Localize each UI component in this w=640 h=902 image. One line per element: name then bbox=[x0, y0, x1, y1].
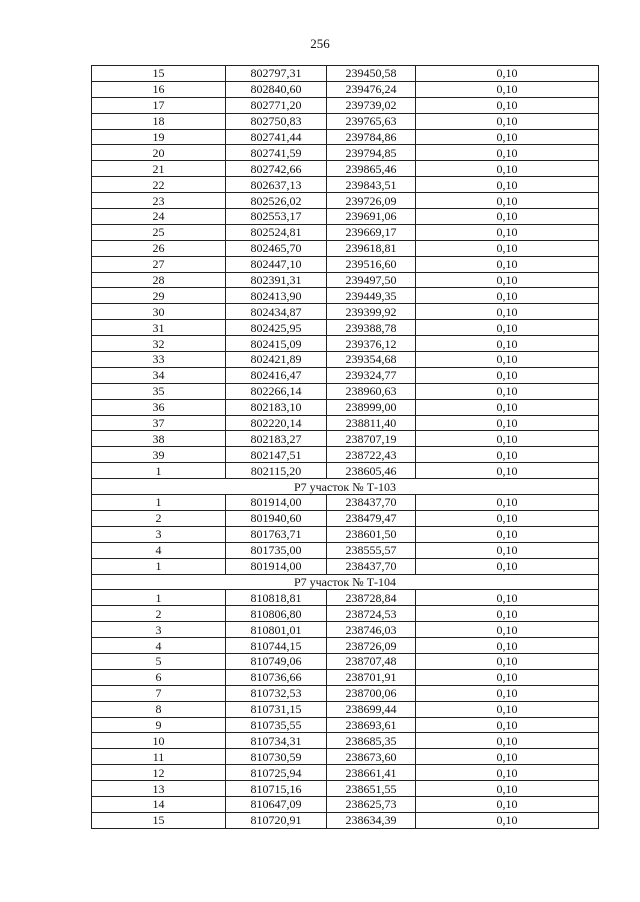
value-cell: 0,10 bbox=[416, 812, 599, 828]
value-cell: 0,10 bbox=[416, 177, 599, 193]
y-coordinate-cell: 238724,53 bbox=[327, 606, 416, 622]
y-coordinate-cell: 238960,63 bbox=[327, 383, 416, 399]
y-coordinate-cell: 238746,03 bbox=[327, 622, 416, 638]
y-coordinate-cell: 238479,47 bbox=[327, 510, 416, 526]
table-row bbox=[92, 781, 599, 797]
value-cell: 0,10 bbox=[416, 653, 599, 669]
x-coordinate-cell: 802147,51 bbox=[226, 447, 327, 463]
table-row bbox=[92, 97, 599, 113]
table-row bbox=[92, 81, 599, 97]
value-cell: 0,10 bbox=[416, 606, 599, 622]
y-coordinate-cell: 239324,77 bbox=[327, 367, 416, 383]
y-coordinate-cell: 238728,84 bbox=[327, 590, 416, 606]
value-cell: 0,10 bbox=[416, 240, 599, 256]
x-coordinate-cell: 810801,01 bbox=[226, 622, 327, 638]
value-cell: 0,10 bbox=[416, 542, 599, 558]
value-cell: 0,10 bbox=[416, 781, 599, 797]
value-cell: 0,10 bbox=[416, 765, 599, 781]
table-row bbox=[92, 749, 599, 765]
point-number-cell: 8 bbox=[92, 701, 226, 717]
y-coordinate-cell: 238625,73 bbox=[327, 796, 416, 812]
x-coordinate-cell: 802421,89 bbox=[226, 352, 327, 368]
y-coordinate-cell: 239726,09 bbox=[327, 193, 416, 209]
x-coordinate-cell: 810806,80 bbox=[226, 606, 327, 622]
point-number-cell: 10 bbox=[92, 733, 226, 749]
value-cell: 0,10 bbox=[416, 685, 599, 701]
point-number-cell: 28 bbox=[92, 272, 226, 288]
point-number-cell: 37 bbox=[92, 415, 226, 431]
table-row bbox=[92, 685, 599, 701]
y-coordinate-cell: 238722,43 bbox=[327, 447, 416, 463]
y-coordinate-cell: 238605,46 bbox=[327, 463, 416, 479]
x-coordinate-cell: 802183,10 bbox=[226, 399, 327, 415]
point-number-cell: 1 bbox=[92, 558, 226, 574]
x-coordinate-cell: 802524,81 bbox=[226, 224, 327, 240]
x-coordinate-cell: 810730,59 bbox=[226, 749, 327, 765]
x-coordinate-cell: 802434,87 bbox=[226, 304, 327, 320]
y-coordinate-cell: 238726,09 bbox=[327, 638, 416, 654]
table-row bbox=[92, 463, 599, 479]
point-number-cell: 25 bbox=[92, 224, 226, 240]
point-number-cell: 9 bbox=[92, 717, 226, 733]
table-row bbox=[92, 288, 599, 304]
value-cell: 0,10 bbox=[416, 749, 599, 765]
point-number-cell: 35 bbox=[92, 383, 226, 399]
y-coordinate-cell: 239516,60 bbox=[327, 256, 416, 272]
table-row bbox=[92, 336, 599, 352]
point-number-cell: 15 bbox=[92, 66, 226, 82]
table-row bbox=[92, 431, 599, 447]
y-coordinate-cell: 239865,46 bbox=[327, 161, 416, 177]
x-coordinate-cell: 810734,31 bbox=[226, 733, 327, 749]
y-coordinate-cell: 239450,58 bbox=[327, 66, 416, 82]
table-row bbox=[92, 383, 599, 399]
point-number-cell: 19 bbox=[92, 129, 226, 145]
x-coordinate-cell: 810731,15 bbox=[226, 701, 327, 717]
table-row bbox=[92, 193, 599, 209]
table-row bbox=[92, 320, 599, 336]
value-cell: 0,10 bbox=[416, 352, 599, 368]
coordinates-table bbox=[91, 65, 599, 829]
value-cell: 0,10 bbox=[416, 81, 599, 97]
point-number-cell: 16 bbox=[92, 81, 226, 97]
section-title-row bbox=[92, 479, 599, 495]
y-coordinate-cell: 239376,12 bbox=[327, 336, 416, 352]
x-coordinate-cell: 802771,20 bbox=[226, 97, 327, 113]
table-row bbox=[92, 606, 599, 622]
table-row bbox=[92, 145, 599, 161]
y-coordinate-cell: 239476,24 bbox=[327, 81, 416, 97]
section-title: Р7 участок № Т-104 bbox=[92, 574, 599, 590]
y-coordinate-cell: 239843,51 bbox=[327, 177, 416, 193]
table-row bbox=[92, 161, 599, 177]
value-cell: 0,10 bbox=[416, 796, 599, 812]
y-coordinate-cell: 239354,68 bbox=[327, 352, 416, 368]
point-number-cell: 2 bbox=[92, 510, 226, 526]
y-coordinate-cell: 238437,70 bbox=[327, 558, 416, 574]
value-cell: 0,10 bbox=[416, 733, 599, 749]
y-coordinate-cell: 239739,02 bbox=[327, 97, 416, 113]
point-number-cell: 3 bbox=[92, 622, 226, 638]
point-number-cell: 31 bbox=[92, 320, 226, 336]
x-coordinate-cell: 802391,31 bbox=[226, 272, 327, 288]
y-coordinate-cell: 239388,78 bbox=[327, 320, 416, 336]
value-cell: 0,10 bbox=[416, 399, 599, 415]
value-cell: 0,10 bbox=[416, 66, 599, 82]
y-coordinate-cell: 238661,41 bbox=[327, 765, 416, 781]
y-coordinate-cell: 239618,81 bbox=[327, 240, 416, 256]
value-cell: 0,10 bbox=[416, 526, 599, 542]
table-row bbox=[92, 209, 599, 225]
value-cell: 0,10 bbox=[416, 224, 599, 240]
value-cell: 0,10 bbox=[416, 431, 599, 447]
point-number-cell: 27 bbox=[92, 256, 226, 272]
table-row bbox=[92, 812, 599, 828]
point-number-cell: 20 bbox=[92, 145, 226, 161]
y-coordinate-cell: 239399,92 bbox=[327, 304, 416, 320]
y-coordinate-cell: 238701,91 bbox=[327, 669, 416, 685]
x-coordinate-cell: 802840,60 bbox=[226, 81, 327, 97]
point-number-cell: 26 bbox=[92, 240, 226, 256]
y-coordinate-cell: 238651,55 bbox=[327, 781, 416, 797]
table-row bbox=[92, 352, 599, 368]
y-coordinate-cell: 239669,17 bbox=[327, 224, 416, 240]
x-coordinate-cell: 802553,17 bbox=[226, 209, 327, 225]
x-coordinate-cell: 802637,13 bbox=[226, 177, 327, 193]
x-coordinate-cell: 801914,00 bbox=[226, 495, 327, 511]
x-coordinate-cell: 810744,15 bbox=[226, 638, 327, 654]
point-number-cell: 23 bbox=[92, 193, 226, 209]
point-number-cell: 1 bbox=[92, 495, 226, 511]
value-cell: 0,10 bbox=[416, 367, 599, 383]
y-coordinate-cell: 238693,61 bbox=[327, 717, 416, 733]
point-number-cell: 17 bbox=[92, 97, 226, 113]
value-cell: 0,10 bbox=[416, 256, 599, 272]
point-number-cell: 15 bbox=[92, 812, 226, 828]
table-row bbox=[92, 558, 599, 574]
value-cell: 0,10 bbox=[416, 622, 599, 638]
x-coordinate-cell: 810732,53 bbox=[226, 685, 327, 701]
table-row bbox=[92, 733, 599, 749]
x-coordinate-cell: 802413,90 bbox=[226, 288, 327, 304]
table-row bbox=[92, 240, 599, 256]
x-coordinate-cell: 810735,55 bbox=[226, 717, 327, 733]
page-number: 256 bbox=[310, 36, 330, 51]
table-row bbox=[92, 304, 599, 320]
x-coordinate-cell: 802526,02 bbox=[226, 193, 327, 209]
value-cell: 0,10 bbox=[416, 447, 599, 463]
table-row bbox=[92, 542, 599, 558]
table-row bbox=[92, 113, 599, 129]
x-coordinate-cell: 802750,83 bbox=[226, 113, 327, 129]
point-number-cell: 2 bbox=[92, 606, 226, 622]
table-row bbox=[92, 367, 599, 383]
point-number-cell: 32 bbox=[92, 336, 226, 352]
point-number-cell: 24 bbox=[92, 209, 226, 225]
y-coordinate-cell: 238685,35 bbox=[327, 733, 416, 749]
section-title-row bbox=[92, 574, 599, 590]
x-coordinate-cell: 802266,14 bbox=[226, 383, 327, 399]
x-coordinate-cell: 802741,44 bbox=[226, 129, 327, 145]
x-coordinate-cell: 810749,06 bbox=[226, 653, 327, 669]
y-coordinate-cell: 238999,00 bbox=[327, 399, 416, 415]
y-coordinate-cell: 239794,85 bbox=[327, 145, 416, 161]
y-coordinate-cell: 238673,60 bbox=[327, 749, 416, 765]
point-number-cell: 30 bbox=[92, 304, 226, 320]
value-cell: 0,10 bbox=[416, 320, 599, 336]
value-cell: 0,10 bbox=[416, 590, 599, 606]
point-number-cell: 14 bbox=[92, 796, 226, 812]
x-coordinate-cell: 802416,47 bbox=[226, 367, 327, 383]
point-number-cell: 18 bbox=[92, 113, 226, 129]
table-row bbox=[92, 177, 599, 193]
y-coordinate-cell: 238437,70 bbox=[327, 495, 416, 511]
value-cell: 0,10 bbox=[416, 145, 599, 161]
point-number-cell: 38 bbox=[92, 431, 226, 447]
x-coordinate-cell: 801940,60 bbox=[226, 510, 327, 526]
point-number-cell: 1 bbox=[92, 463, 226, 479]
table-row bbox=[92, 638, 599, 654]
table-row bbox=[92, 653, 599, 669]
y-coordinate-cell: 239449,35 bbox=[327, 288, 416, 304]
value-cell: 0,10 bbox=[416, 638, 599, 654]
point-number-cell: 21 bbox=[92, 161, 226, 177]
point-number-cell: 6 bbox=[92, 669, 226, 685]
table-row bbox=[92, 224, 599, 240]
table-row bbox=[92, 129, 599, 145]
y-coordinate-cell: 238707,19 bbox=[327, 431, 416, 447]
value-cell: 0,10 bbox=[416, 97, 599, 113]
x-coordinate-cell: 802183,27 bbox=[226, 431, 327, 447]
y-coordinate-cell: 239691,06 bbox=[327, 209, 416, 225]
value-cell: 0,10 bbox=[416, 383, 599, 399]
y-coordinate-cell: 238811,40 bbox=[327, 415, 416, 431]
table-row bbox=[92, 526, 599, 542]
point-number-cell: 36 bbox=[92, 399, 226, 415]
y-coordinate-cell: 238634,39 bbox=[327, 812, 416, 828]
table-row bbox=[92, 256, 599, 272]
point-number-cell: 11 bbox=[92, 749, 226, 765]
table-row bbox=[92, 669, 599, 685]
table-row bbox=[92, 622, 599, 638]
point-number-cell: 4 bbox=[92, 638, 226, 654]
x-coordinate-cell: 802742,66 bbox=[226, 161, 327, 177]
table-row bbox=[92, 399, 599, 415]
table-row bbox=[92, 796, 599, 812]
point-number-cell: 4 bbox=[92, 542, 226, 558]
x-coordinate-cell: 801763,71 bbox=[226, 526, 327, 542]
value-cell: 0,10 bbox=[416, 193, 599, 209]
x-coordinate-cell: 802465,70 bbox=[226, 240, 327, 256]
table-row bbox=[92, 495, 599, 511]
value-cell: 0,10 bbox=[416, 495, 599, 511]
coordinates-table-body bbox=[92, 66, 599, 829]
value-cell: 0,10 bbox=[416, 701, 599, 717]
table-row bbox=[92, 415, 599, 431]
x-coordinate-cell: 802115,20 bbox=[226, 463, 327, 479]
x-coordinate-cell: 801735,00 bbox=[226, 542, 327, 558]
value-cell: 0,10 bbox=[416, 669, 599, 685]
point-number-cell: 22 bbox=[92, 177, 226, 193]
table-row bbox=[92, 590, 599, 606]
point-number-cell: 39 bbox=[92, 447, 226, 463]
table-row bbox=[92, 66, 599, 82]
y-coordinate-cell: 238700,06 bbox=[327, 685, 416, 701]
y-coordinate-cell: 238555,57 bbox=[327, 542, 416, 558]
value-cell: 0,10 bbox=[416, 717, 599, 733]
x-coordinate-cell: 802741,59 bbox=[226, 145, 327, 161]
table-row bbox=[92, 447, 599, 463]
value-cell: 0,10 bbox=[416, 415, 599, 431]
x-coordinate-cell: 802797,31 bbox=[226, 66, 327, 82]
y-coordinate-cell: 239497,50 bbox=[327, 272, 416, 288]
point-number-cell: 33 bbox=[92, 352, 226, 368]
value-cell: 0,10 bbox=[416, 463, 599, 479]
x-coordinate-cell: 802415,09 bbox=[226, 336, 327, 352]
value-cell: 0,10 bbox=[416, 336, 599, 352]
value-cell: 0,10 bbox=[416, 558, 599, 574]
point-number-cell: 13 bbox=[92, 781, 226, 797]
point-number-cell: 5 bbox=[92, 653, 226, 669]
point-number-cell: 34 bbox=[92, 367, 226, 383]
table-row bbox=[92, 765, 599, 781]
x-coordinate-cell: 802220,14 bbox=[226, 415, 327, 431]
y-coordinate-cell: 238699,44 bbox=[327, 701, 416, 717]
x-coordinate-cell: 810720,91 bbox=[226, 812, 327, 828]
table-row bbox=[92, 510, 599, 526]
point-number-cell: 1 bbox=[92, 590, 226, 606]
section-title: Р7 участок № Т-103 bbox=[92, 479, 599, 495]
x-coordinate-cell: 810725,94 bbox=[226, 765, 327, 781]
table-row bbox=[92, 701, 599, 717]
value-cell: 0,10 bbox=[416, 113, 599, 129]
x-coordinate-cell: 810647,09 bbox=[226, 796, 327, 812]
value-cell: 0,10 bbox=[416, 129, 599, 145]
x-coordinate-cell: 810818,81 bbox=[226, 590, 327, 606]
x-coordinate-cell: 802425,95 bbox=[226, 320, 327, 336]
x-coordinate-cell: 801914,00 bbox=[226, 558, 327, 574]
value-cell: 0,10 bbox=[416, 161, 599, 177]
point-number-cell: 7 bbox=[92, 685, 226, 701]
value-cell: 0,10 bbox=[416, 209, 599, 225]
point-number-cell: 29 bbox=[92, 288, 226, 304]
point-number-cell: 3 bbox=[92, 526, 226, 542]
x-coordinate-cell: 802447,10 bbox=[226, 256, 327, 272]
value-cell: 0,10 bbox=[416, 304, 599, 320]
y-coordinate-cell: 239765,63 bbox=[327, 113, 416, 129]
x-coordinate-cell: 810736,66 bbox=[226, 669, 327, 685]
y-coordinate-cell: 239784,86 bbox=[327, 129, 416, 145]
value-cell: 0,10 bbox=[416, 272, 599, 288]
y-coordinate-cell: 238601,50 bbox=[327, 526, 416, 542]
table-row bbox=[92, 272, 599, 288]
table-row bbox=[92, 717, 599, 733]
y-coordinate-cell: 238707,48 bbox=[327, 653, 416, 669]
point-number-cell: 12 bbox=[92, 765, 226, 781]
value-cell: 0,10 bbox=[416, 288, 599, 304]
value-cell: 0,10 bbox=[416, 510, 599, 526]
x-coordinate-cell: 810715,16 bbox=[226, 781, 327, 797]
